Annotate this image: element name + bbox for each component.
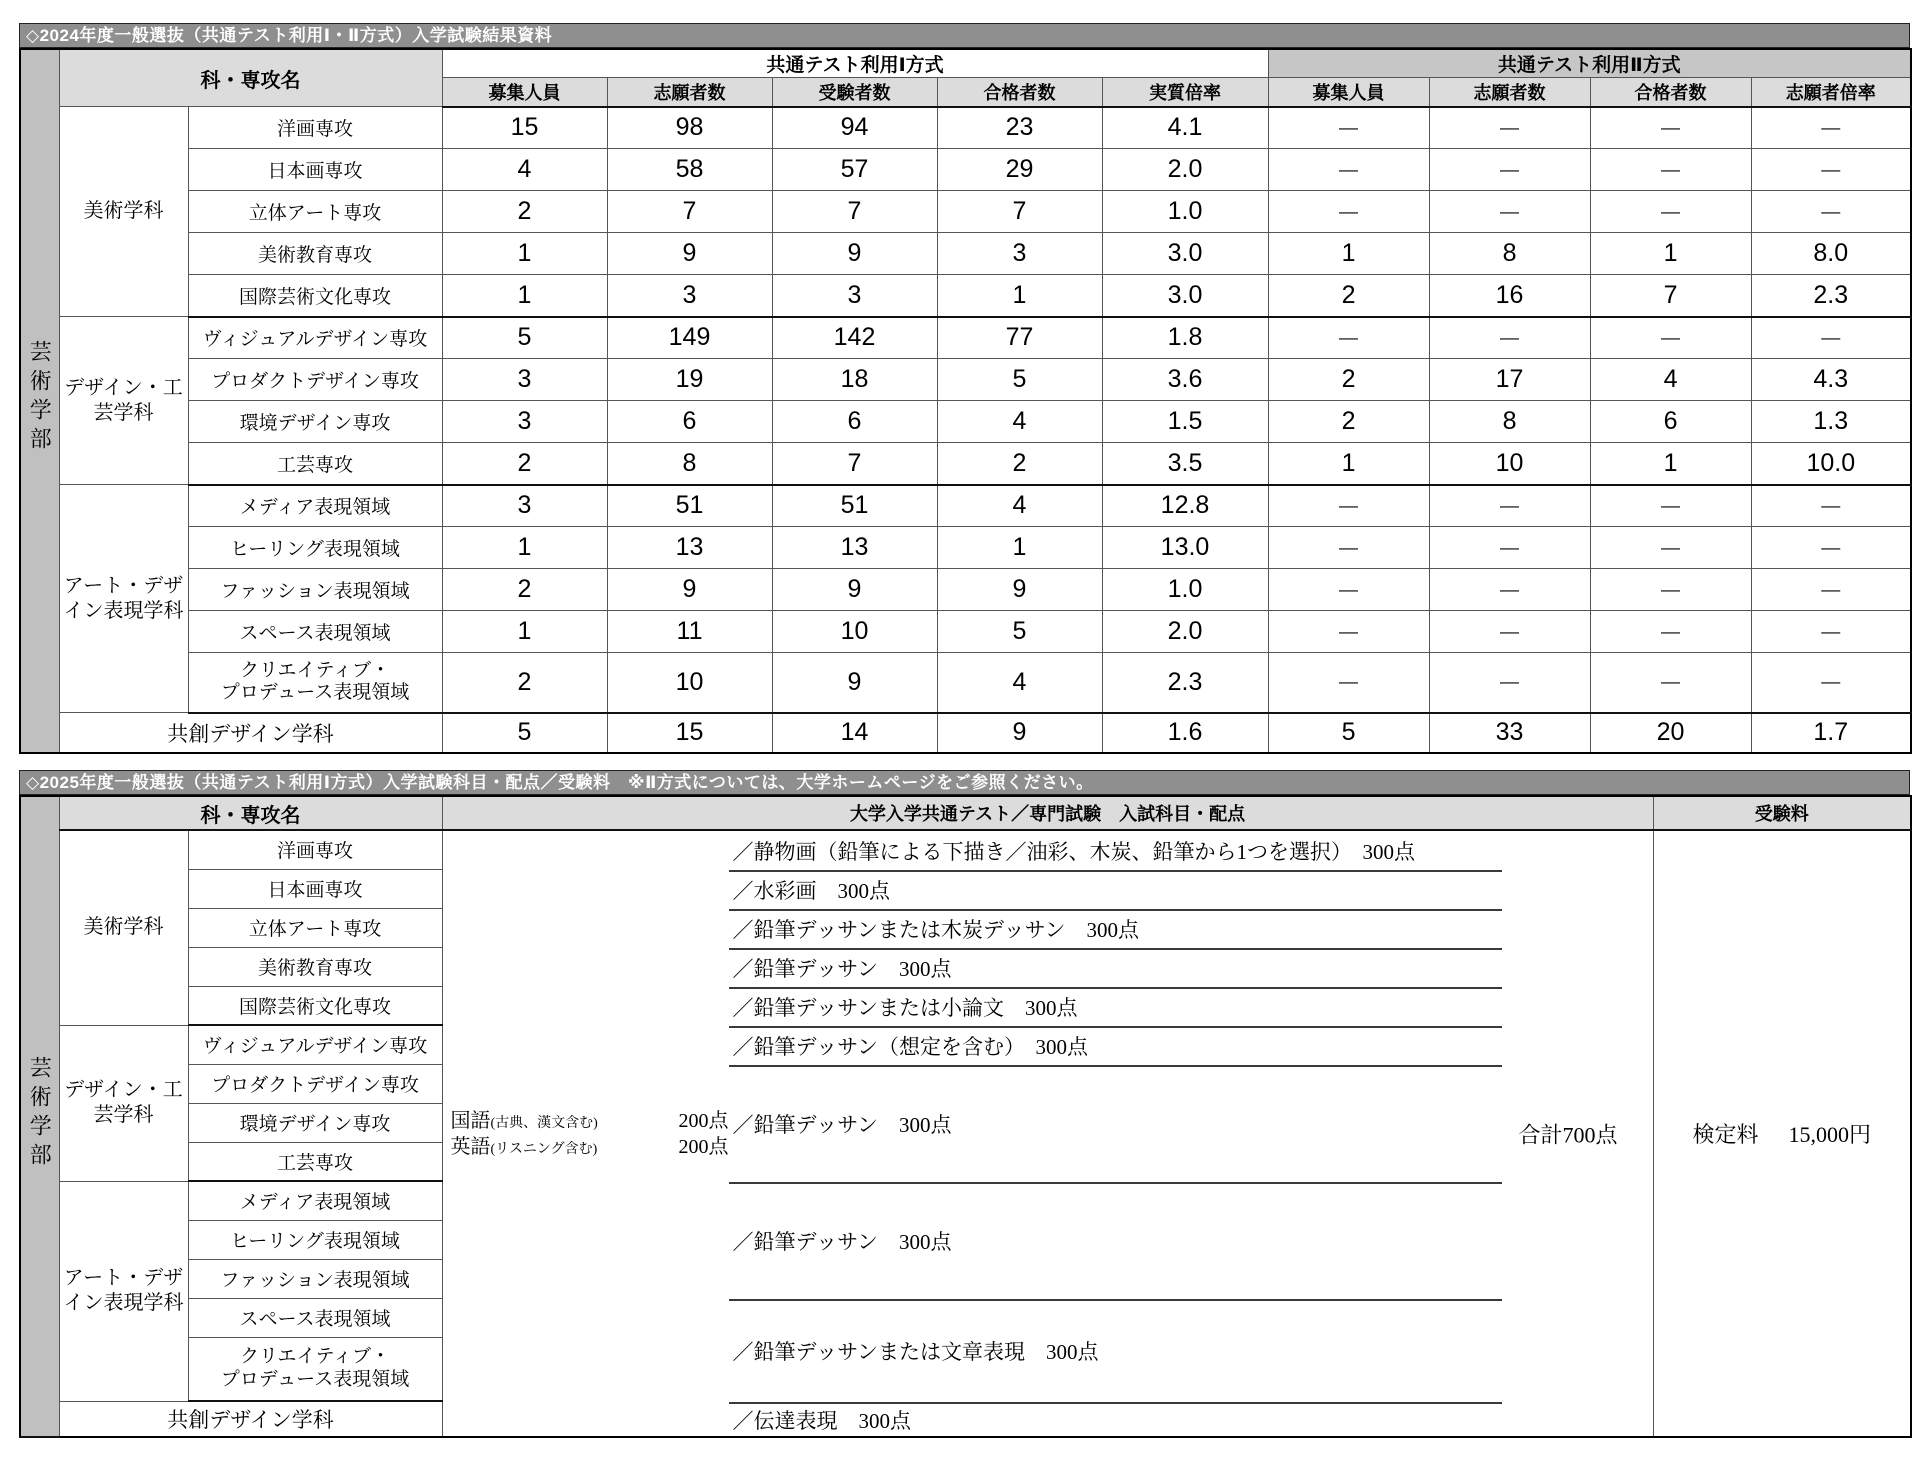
major-cell: ヴィジュアルデザイン専攻 bbox=[188, 317, 442, 359]
major-cell: ヒーリング表現領域 bbox=[188, 527, 442, 569]
dept-cell: 美術学科 bbox=[59, 107, 188, 317]
value-cell: 5 bbox=[937, 611, 1102, 653]
major-cell: ファッション表現領域 bbox=[188, 569, 442, 611]
value-cell: － bbox=[1751, 611, 1911, 653]
section-text: ／水彩画 300点 bbox=[732, 878, 890, 903]
value-cell: 1 bbox=[442, 233, 607, 275]
value-cell: － bbox=[1429, 107, 1590, 149]
value-cell: 7 bbox=[937, 191, 1102, 233]
faculty-cell bbox=[20, 49, 59, 753]
major-cell: 洋画専攻 bbox=[188, 107, 442, 149]
dept-cell: デザイン・工芸学科 bbox=[59, 1025, 188, 1181]
table-row bbox=[20, 317, 1911, 359]
results-table-2024 bbox=[19, 23, 1910, 754]
table-row bbox=[20, 485, 1911, 527]
table-row bbox=[20, 233, 1911, 275]
value-cell: － bbox=[1590, 317, 1751, 359]
major-cell: 立体アート専攻 bbox=[188, 191, 442, 233]
value-cell: 12.8 bbox=[1102, 485, 1268, 527]
value-cell: 18 bbox=[772, 359, 937, 401]
faculty-label: 芸術学部 bbox=[27, 1056, 53, 1172]
major-cell: プロダクトデザイン専攻 bbox=[188, 359, 442, 401]
value-cell: 19 bbox=[607, 359, 772, 401]
total-points: 合計700点 bbox=[1518, 1122, 1618, 1147]
value-cell: 7 bbox=[772, 191, 937, 233]
value-cell: 57 bbox=[772, 149, 937, 191]
major-cell: 美術教育専攻 bbox=[188, 947, 442, 986]
value-cell: 9 bbox=[937, 569, 1102, 611]
value-cell: 4 bbox=[1590, 359, 1751, 401]
value-cell: 1 bbox=[1268, 443, 1429, 485]
value-cell: － bbox=[1268, 569, 1429, 611]
value-cell: － bbox=[1429, 569, 1590, 611]
divider-line bbox=[729, 1065, 1502, 1067]
value-cell: 142 bbox=[772, 317, 937, 359]
fee-col-header: 受験料 bbox=[1653, 796, 1911, 830]
value-cell: 7 bbox=[772, 443, 937, 485]
value-cell: 13 bbox=[607, 527, 772, 569]
value-cell: 1 bbox=[1268, 233, 1429, 275]
value-cell: 2 bbox=[1268, 359, 1429, 401]
value-cell: 6 bbox=[1590, 401, 1751, 443]
value-cell: 3 bbox=[442, 401, 607, 443]
value-cell: 94 bbox=[772, 107, 937, 149]
value-cell: 1 bbox=[1590, 443, 1751, 485]
value-cell: 14 bbox=[772, 713, 937, 753]
value-cell: 7 bbox=[1590, 275, 1751, 317]
name-col-header: 科・専攻名 bbox=[59, 49, 442, 107]
major-cell: 洋画専攻 bbox=[188, 830, 442, 869]
table-row bbox=[20, 611, 1911, 653]
value-cell: 2 bbox=[442, 191, 607, 233]
value-cell: 20 bbox=[1590, 713, 1751, 753]
value-cell: － bbox=[1268, 317, 1429, 359]
value-cell: 10.0 bbox=[1751, 443, 1911, 485]
value-cell: － bbox=[1751, 191, 1911, 233]
value-cell: － bbox=[1590, 611, 1751, 653]
value-cell: 2.0 bbox=[1102, 149, 1268, 191]
table-row bbox=[20, 713, 1911, 753]
value-cell: 1 bbox=[442, 527, 607, 569]
section-text: ／鉛筆デッサン 300点 bbox=[732, 1229, 952, 1254]
value-cell: － bbox=[1429, 485, 1590, 527]
value-cell: 1.0 bbox=[1102, 191, 1268, 233]
value-cell: 3 bbox=[772, 275, 937, 317]
value-cell: 15 bbox=[442, 107, 607, 149]
value-cell: 1 bbox=[442, 275, 607, 317]
value-cell: 9 bbox=[607, 233, 772, 275]
section-text: ／鉛筆デッサン 300点 bbox=[732, 956, 952, 981]
dept-cell: 共創デザイン学科 bbox=[59, 1401, 442, 1437]
dept-cell: 共創デザイン学科 bbox=[59, 713, 442, 753]
value-cell: 6 bbox=[607, 401, 772, 443]
section-text: ／鉛筆デッサン（想定を含む） 300点 bbox=[732, 1034, 1089, 1059]
value-cell: 6 bbox=[772, 401, 937, 443]
value-cell: 77 bbox=[937, 317, 1102, 359]
value-cell: － bbox=[1268, 485, 1429, 527]
value-cell: 9 bbox=[937, 713, 1102, 753]
value-cell: 5 bbox=[442, 713, 607, 753]
major-cell: 国際芸術文化専攻 bbox=[188, 986, 442, 1025]
major-cell: 国際芸術文化専攻 bbox=[188, 275, 442, 317]
major-cell: 環境デザイン専攻 bbox=[188, 401, 442, 443]
table-row bbox=[20, 443, 1911, 485]
value-cell: － bbox=[1751, 107, 1911, 149]
fee-value: 15,000円 bbox=[1788, 1122, 1872, 1147]
value-cell: 98 bbox=[607, 107, 772, 149]
value-cell: 2.0 bbox=[1102, 611, 1268, 653]
value-cell: － bbox=[1429, 611, 1590, 653]
value-cell: 1.0 bbox=[1102, 569, 1268, 611]
major-cell: 工芸専攻 bbox=[188, 1142, 442, 1181]
value-cell: 2 bbox=[1268, 401, 1429, 443]
value-cell: 1 bbox=[442, 611, 607, 653]
dept-cell: 美術学科 bbox=[59, 830, 188, 1025]
table-row bbox=[20, 830, 1911, 869]
table-row bbox=[20, 401, 1911, 443]
major-cell: 日本画専攻 bbox=[188, 149, 442, 191]
value-cell: － bbox=[1268, 527, 1429, 569]
value-cell: 2 bbox=[1268, 275, 1429, 317]
major-cell: 日本画専攻 bbox=[188, 869, 442, 908]
value-cell: 149 bbox=[607, 317, 772, 359]
value-cell: 51 bbox=[772, 485, 937, 527]
table-row bbox=[20, 191, 1911, 233]
value-cell: 1.8 bbox=[1102, 317, 1268, 359]
divider-line bbox=[729, 1299, 1502, 1301]
value-cell: 2 bbox=[442, 569, 607, 611]
col-header: 実質倍率 bbox=[1102, 78, 1268, 107]
value-cell: － bbox=[1429, 317, 1590, 359]
value-cell: 5 bbox=[937, 359, 1102, 401]
value-cell: － bbox=[1268, 107, 1429, 149]
value-cell: － bbox=[1590, 107, 1751, 149]
common-subject-row: 国語(古典、漢文含む) 200点 bbox=[450, 1109, 729, 1132]
fee-label: 検定料 bbox=[1692, 1122, 1759, 1147]
divider-line bbox=[729, 987, 1502, 989]
value-cell: 3 bbox=[607, 275, 772, 317]
value-cell: 4 bbox=[937, 401, 1102, 443]
table2-grid bbox=[19, 795, 1912, 1438]
major-cell: メディア表現領域 bbox=[188, 1181, 442, 1220]
value-cell: 8 bbox=[607, 443, 772, 485]
value-cell: 2 bbox=[937, 443, 1102, 485]
value-cell: － bbox=[1429, 149, 1590, 191]
col-header: 受験者数 bbox=[772, 78, 937, 107]
value-cell: － bbox=[1751, 527, 1911, 569]
col-header: 合格者数 bbox=[1590, 78, 1751, 107]
value-cell: － bbox=[1751, 317, 1911, 359]
value-cell: 1.6 bbox=[1102, 713, 1268, 753]
major-cell: ヒーリング表現領域 bbox=[188, 1220, 442, 1259]
value-cell: － bbox=[1590, 485, 1751, 527]
value-cell: 9 bbox=[772, 653, 937, 713]
col-header: 志願者数 bbox=[607, 78, 772, 107]
value-cell: 8 bbox=[1429, 401, 1590, 443]
value-cell: 5 bbox=[442, 317, 607, 359]
value-cell: 10 bbox=[772, 611, 937, 653]
value-cell: 3.5 bbox=[1102, 443, 1268, 485]
dept-cell: デザイン・工芸学科 bbox=[59, 317, 188, 485]
major-cell: 工芸専攻 bbox=[188, 443, 442, 485]
major-cell: プロダクトデザイン専攻 bbox=[188, 1064, 442, 1103]
value-cell: 9 bbox=[772, 233, 937, 275]
value-cell: 3.6 bbox=[1102, 359, 1268, 401]
value-cell: 10 bbox=[607, 653, 772, 713]
value-cell: 23 bbox=[937, 107, 1102, 149]
value-cell: 2.3 bbox=[1751, 275, 1911, 317]
value-cell: 3 bbox=[442, 359, 607, 401]
value-cell: － bbox=[1590, 191, 1751, 233]
major-cell: ヴィジュアルデザイン専攻 bbox=[188, 1025, 442, 1064]
value-cell: 1 bbox=[937, 527, 1102, 569]
divider-line bbox=[729, 1402, 1502, 1404]
value-cell: 2 bbox=[442, 653, 607, 713]
section-text: ／鉛筆デッサンまたは木炭デッサン 300点 bbox=[732, 917, 1140, 942]
value-cell: － bbox=[1751, 569, 1911, 611]
value-cell: － bbox=[1268, 149, 1429, 191]
value-cell: 1.5 bbox=[1102, 401, 1268, 443]
value-cell: 3 bbox=[442, 485, 607, 527]
faculty-label: 芸術学部 bbox=[27, 340, 53, 457]
value-cell: 5 bbox=[1268, 713, 1429, 753]
subject-col-header: 大学入学共通テスト／専門試験 入試科目・配点 bbox=[442, 796, 1653, 830]
major-cell: ファッション表現領域 bbox=[188, 1259, 442, 1298]
value-cell: 4.1 bbox=[1102, 107, 1268, 149]
value-cell: 51 bbox=[607, 485, 772, 527]
table1-title: ◇2024年度一般選抜（共通テスト利用Ⅰ・Ⅱ方式）入学試験結果資料 bbox=[19, 23, 1910, 48]
dept-cell: アート・デザイン表現学科 bbox=[59, 1181, 188, 1401]
major-cell: 立体アート専攻 bbox=[188, 908, 442, 947]
value-cell: 4 bbox=[937, 653, 1102, 713]
section-text: ／鉛筆デッサンまたは小論文 300点 bbox=[732, 995, 1078, 1020]
col-header: 募集人員 bbox=[442, 78, 607, 107]
value-cell: 3.0 bbox=[1102, 233, 1268, 275]
col-header: 志願者倍率 bbox=[1751, 78, 1911, 107]
table-row bbox=[20, 569, 1911, 611]
table-row bbox=[20, 149, 1911, 191]
subject-area bbox=[443, 831, 1653, 1436]
value-cell: － bbox=[1751, 485, 1911, 527]
value-cell: － bbox=[1590, 527, 1751, 569]
value-cell: － bbox=[1429, 191, 1590, 233]
value-cell: 1 bbox=[1590, 233, 1751, 275]
value-cell: 4.3 bbox=[1751, 359, 1911, 401]
value-cell: － bbox=[1590, 569, 1751, 611]
common-subject-row: 英語(リスニング含む) 200点 bbox=[450, 1135, 729, 1158]
dept-cell: アート・デザイン表現学科 bbox=[59, 485, 188, 713]
value-cell: 3.0 bbox=[1102, 275, 1268, 317]
value-cell: 4 bbox=[442, 149, 607, 191]
table-row bbox=[20, 527, 1911, 569]
divider-line bbox=[729, 870, 1502, 872]
col-header: 募集人員 bbox=[1268, 78, 1429, 107]
section-text: ／静物画（鉛筆による下描き／油彩、木炭、鉛筆から1つを選択） 300点 bbox=[732, 839, 1415, 864]
name-col-header: 科・専攻名 bbox=[59, 796, 442, 830]
t2-subject-cell bbox=[442, 830, 1653, 1437]
faculty-cell bbox=[20, 796, 59, 1437]
table1-grid bbox=[19, 48, 1912, 754]
major-cell: スペース表現領域 bbox=[188, 611, 442, 653]
table-row bbox=[20, 653, 1911, 713]
value-cell: － bbox=[1268, 653, 1429, 713]
value-cell: 9 bbox=[772, 569, 937, 611]
value-cell: 1 bbox=[937, 275, 1102, 317]
major-cell: 環境デザイン専攻 bbox=[188, 1103, 442, 1142]
value-cell: 16 bbox=[1429, 275, 1590, 317]
value-cell: － bbox=[1590, 149, 1751, 191]
value-cell: － bbox=[1268, 191, 1429, 233]
value-cell: 7 bbox=[607, 191, 772, 233]
col-header: 合格者数 bbox=[937, 78, 1102, 107]
value-cell: 8 bbox=[1429, 233, 1590, 275]
value-cell: 2 bbox=[442, 443, 607, 485]
value-cell: 17 bbox=[1429, 359, 1590, 401]
value-cell: 15 bbox=[607, 713, 772, 753]
divider-line bbox=[729, 948, 1502, 950]
value-cell: － bbox=[1751, 653, 1911, 713]
table2-title: ◇2025年度一般選抜（共通テスト利用Ⅰ方式）入学試験科目・配点／受験料 ※Ⅱ方式については、大学ホームページをご参照ください。 bbox=[19, 770, 1910, 795]
major-cell: メディア表現領域 bbox=[188, 485, 442, 527]
major-cell: 美術教育専攻 bbox=[188, 233, 442, 275]
value-cell: 13 bbox=[772, 527, 937, 569]
value-cell: － bbox=[1751, 149, 1911, 191]
major-cell: クリエイティブ・ プロデュース表現領域 bbox=[188, 653, 442, 713]
table-row bbox=[20, 359, 1911, 401]
value-cell: 9 bbox=[607, 569, 772, 611]
value-cell: 1.7 bbox=[1751, 713, 1911, 753]
fee-cell bbox=[1653, 830, 1911, 1437]
value-cell: 58 bbox=[607, 149, 772, 191]
method1-band-header: 共通テスト利用Ⅰ方式 bbox=[442, 49, 1268, 78]
table-row bbox=[20, 107, 1911, 149]
value-cell: 29 bbox=[937, 149, 1102, 191]
section-text: ／鉛筆デッサン 300点 bbox=[732, 1112, 952, 1137]
section-text: ／鉛筆デッサンまたは文章表現 300点 bbox=[732, 1339, 1099, 1364]
value-cell: 11 bbox=[607, 611, 772, 653]
value-cell: － bbox=[1590, 653, 1751, 713]
value-cell: 3 bbox=[937, 233, 1102, 275]
value-cell: － bbox=[1429, 653, 1590, 713]
col-header: 志願者数 bbox=[1429, 78, 1590, 107]
major-cell: クリエイティブ・ プロデュース表現領域 bbox=[188, 1337, 442, 1401]
value-cell: 13.0 bbox=[1102, 527, 1268, 569]
major-cell: スペース表現領域 bbox=[188, 1298, 442, 1337]
value-cell: － bbox=[1429, 527, 1590, 569]
subjects-table-2025 bbox=[19, 770, 1910, 1438]
value-cell: 4 bbox=[937, 485, 1102, 527]
value-cell: 2.3 bbox=[1102, 653, 1268, 713]
divider-line bbox=[729, 909, 1502, 911]
value-cell: 33 bbox=[1429, 713, 1590, 753]
divider-line bbox=[729, 1182, 1502, 1184]
value-cell: － bbox=[1268, 611, 1429, 653]
method2-band-header: 共通テスト利用Ⅱ方式 bbox=[1268, 49, 1911, 78]
divider-line bbox=[729, 1026, 1502, 1028]
table-row bbox=[20, 275, 1911, 317]
value-cell: 8.0 bbox=[1751, 233, 1911, 275]
value-cell: 1.3 bbox=[1751, 401, 1911, 443]
value-cell: 10 bbox=[1429, 443, 1590, 485]
section-text: ／伝達表現 300点 bbox=[732, 1409, 911, 1433]
